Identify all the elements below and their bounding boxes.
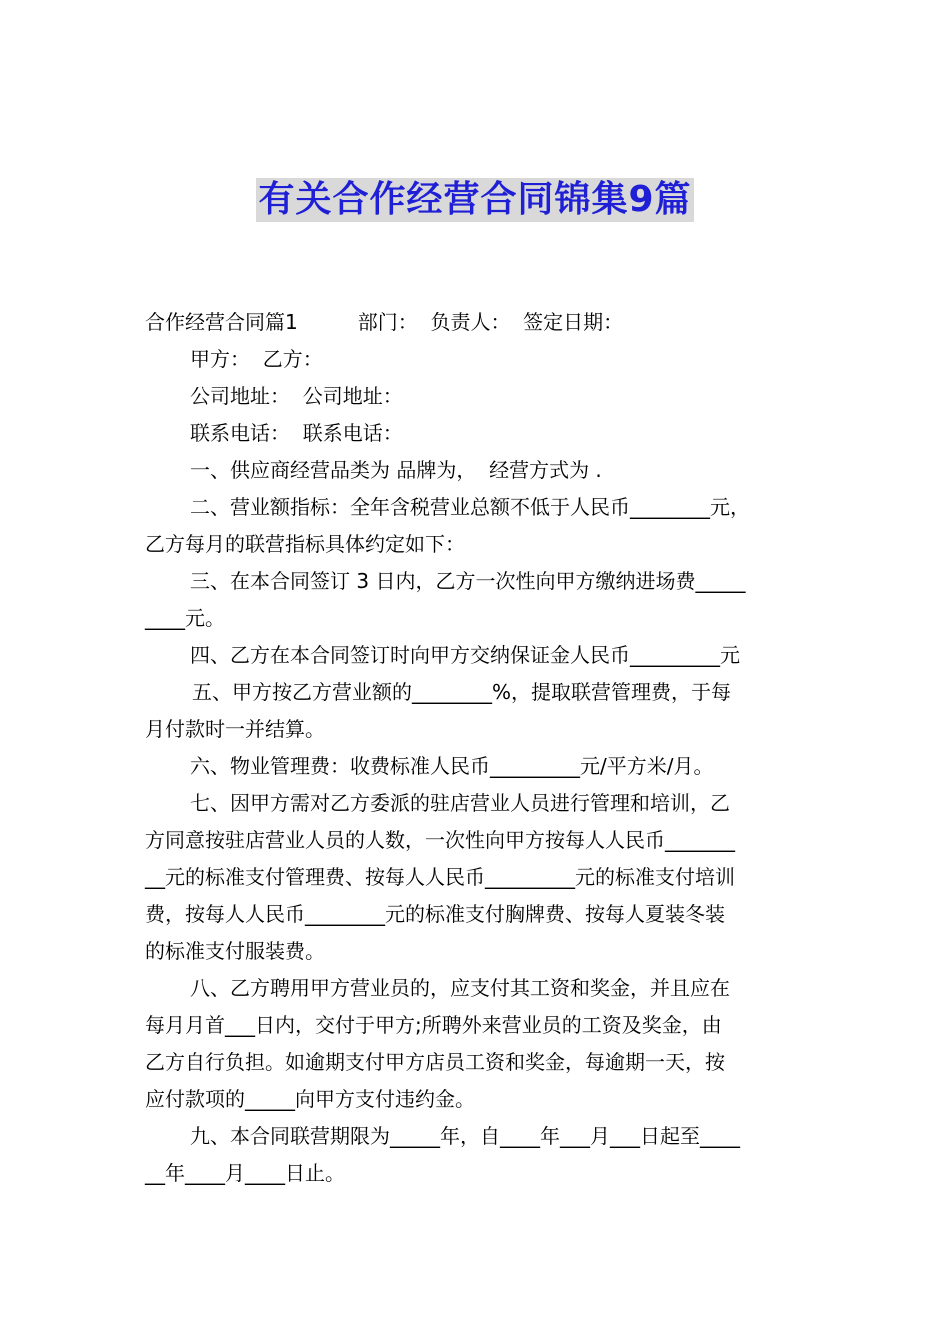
clause-2-cont: 乙方每月的联营指标具体约定如下：: [145, 532, 465, 556]
clause-8-cont-3: 应付款项的_____向甲方支付违约金。: [145, 1087, 475, 1111]
clause-4: 四、乙方在本合同签订时向甲方交纳保证金人民币_________元: [190, 643, 740, 667]
clause-5-cont: 月付款时一并结算。: [145, 717, 325, 741]
clause-7-cont-2: __元的标准支付管理费、按每人人民币_________元的标准支付培训: [145, 865, 735, 889]
party-names-line: 甲方： 乙方：: [190, 347, 323, 371]
clause-8: 八、乙方聘用甲方营业员的，应支付其工资和奖金，并且应在: [190, 976, 730, 1000]
clause-7-cont-1: 方同意按驻店营业人员的人数，一次性向甲方按每人人民币_______: [145, 828, 735, 852]
contact-phone-line: 联系电话： 联系电话：: [190, 421, 403, 445]
clause-1: 一、供应商经营品类为 品牌为， 经营方式为 .: [190, 458, 602, 482]
clause-8-cont-2: 乙方自行负担。如逾期支付甲方店员工资和奖金，每逾期一天，按: [145, 1050, 725, 1074]
contract-header-line: 合作经营合同篇1 部门： 负责人： 签定日期：: [145, 310, 624, 334]
clause-9-cont: __年____月____日止。: [145, 1161, 345, 1185]
clause-5: 五、甲方按乙方营业额的________%，提取联营管理费，于每: [192, 680, 732, 704]
clause-7-cont-4: 的标准支付服装费。: [145, 939, 325, 963]
clause-2: 二、营业额指标：全年含税营业总额不低于人民币________元，: [190, 495, 750, 519]
clause-3: 三、在本合同签订 3 日内，乙方一次性向甲方缴纳进场费_____: [190, 569, 746, 593]
clause-3-cont: ____元。: [145, 606, 225, 630]
title-wrap: [0, 178, 950, 222]
clause-7-cont-3: 费，按每人人民币________元的标准支付胸牌费、按每人夏装冬装: [145, 902, 725, 926]
clause-8-cont-1: 每月月首___日内，交付于甲方;所聘外来营业员的工资及奖金，由: [145, 1013, 722, 1037]
document-title: 有关合作经营合同锦集9篇: [258, 179, 692, 220]
clause-9: 九、本合同联营期限为_____年，自____年___月___日起至____: [190, 1124, 740, 1148]
clause-6: 六、物业管理费：收费标准人民币_________元/平方米/月。: [190, 754, 714, 778]
clause-7: 七、因甲方需对乙方委派的驻店营业人员进行管理和培训，乙: [190, 791, 730, 815]
company-address-line: 公司地址： 公司地址：: [190, 384, 403, 408]
document-body: [145, 304, 810, 1192]
